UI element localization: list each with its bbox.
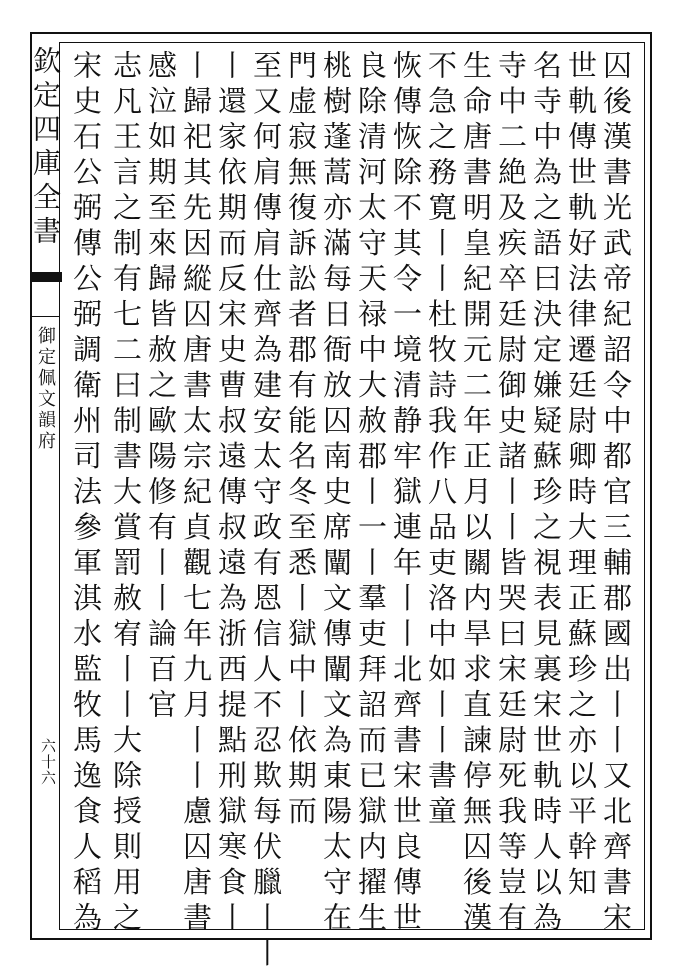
gutter-rule	[30, 316, 60, 317]
text-column-7: 恢傳恢除不其令一境清静牢獄連年丨丨北齊書宋世良傳世	[389, 50, 423, 938]
text-column-13: 丨歸祀其先因縱囚唐書太宗紀貞觀七年九月丨丨慮囚唐書	[179, 50, 213, 938]
text-column-15: 志凡王言之制有七二曰制書大賞罰赦宥丨丨大除授則用之	[109, 50, 143, 938]
text-column-3: 名寺中為之語曰決定嫌疑蘇珍之視表見裏宋世軌時人以為	[529, 50, 563, 938]
gutter-divider	[30, 272, 62, 282]
text-column-2: 世軌傳世軌好法律遷廷尉卿時大理正蘇珍之亦以平幹知	[564, 50, 598, 902]
text-column-10: 門虚寂無復訴訟者郡有能名冬至悉丨獄中丨依期而	[284, 50, 318, 831]
text-column-14: 感泣如期至來歸皆赦之歐陽修有丨丨論百官	[144, 50, 178, 725]
book-title: 欽定四庫全書	[29, 46, 62, 250]
section-title: 御定佩文韻府	[35, 326, 56, 452]
text-column-12: 丨還家依期而反宋史曹叔遠傳叔遠為浙西提點刑獄寒食丨	[214, 50, 248, 938]
text-column-4: 寺中二絶及疾卒廷尉御史諸丨丨皆哭曰宋廷尉死我等豈有	[494, 50, 528, 938]
page-number: 六十六	[39, 738, 57, 786]
text-column-8: 良除清河太守天禄中大赦郡丨一丨羣吏拜詔而已獄内擢生	[354, 50, 388, 938]
text-column-6: 不急之務寛丨丨杜牧詩我作八品吏洛中如丨丨書童	[424, 50, 458, 831]
text-column-16: 宋史石公弼傳公弼調衛州司法參軍淇水監牧馬逸食人稻為	[69, 50, 103, 938]
text-column-9: 桃樹蓬蒿亦滿每日衙放囚南史席闡文傳闡文為東陽太守在	[319, 50, 353, 938]
text-column-1: 囚後漢書光武帝紀詔令中都官三輔郡國出丨丨又北齊書宋	[599, 50, 633, 938]
text-column-11: 至又何肩傳肩仕齊為建安太守政有恩信人不忍欺每伏臘丨丨	[249, 50, 283, 973]
text-column-5: 生命唐書明皇紀開元二年正月以關内旱求直諫停無囚後漢	[459, 50, 493, 938]
